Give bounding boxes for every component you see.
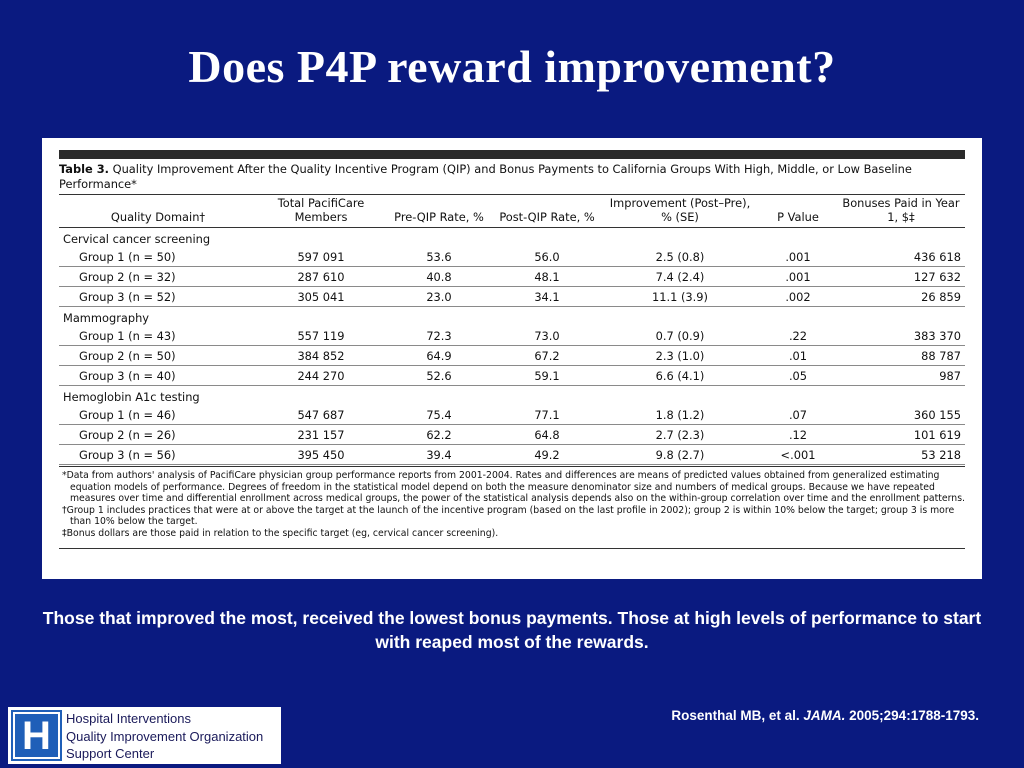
- cell-post-qip: 59.1: [493, 366, 601, 386]
- logo-text: [66, 710, 263, 763]
- cell-p-value: .001: [759, 247, 837, 267]
- table-row: [59, 405, 965, 425]
- col-header-pre-qip: Pre-QIP Rate, %: [385, 195, 493, 228]
- cell-group-name: Group 1 (n = 43): [59, 326, 257, 346]
- cell-improvement: 0.7 (0.9): [601, 326, 759, 346]
- cell-group-name: Group 2 (n = 32): [59, 267, 257, 287]
- cell-post-qip: 67.2: [493, 346, 601, 366]
- cell-p-value: .001: [759, 267, 837, 287]
- col-header-post-qip: Post-QIP Rate, %: [493, 195, 601, 228]
- cell-p-value: .07: [759, 405, 837, 425]
- cell-improvement: 1.8 (1.2): [601, 405, 759, 425]
- table-row: [59, 247, 965, 267]
- cell-post-qip: 64.8: [493, 425, 601, 445]
- section-label: Hemoglobin A1c testing: [63, 389, 200, 404]
- cell-post-qip: 56.0: [493, 247, 601, 267]
- table-header-row: [59, 195, 965, 228]
- cell-bonus: 88 787: [837, 346, 965, 366]
- footnote-groups: †Group 1 includes practices that were at or above the target at the launch of the incentive program (based on the last profile in 2002); group 2 is within 10% below the target; group 3 is more than 10% below the target.: [62, 504, 955, 528]
- cell-members: 287 610: [257, 267, 385, 287]
- cell-members: 547 687: [257, 405, 385, 425]
- cell-members: 244 270: [257, 366, 385, 386]
- cell-post-qip: 73.0: [493, 326, 601, 346]
- cell-members: 597 091: [257, 247, 385, 267]
- table-body: [59, 228, 965, 465]
- table-image: [42, 138, 982, 579]
- citation: [671, 708, 979, 723]
- cell-group-name: Group 2 (n = 50): [59, 346, 257, 366]
- cell-bonus: 26 859: [837, 287, 965, 307]
- cell-group-name: Group 3 (n = 52): [59, 287, 257, 307]
- cell-post-qip: 34.1: [493, 287, 601, 307]
- table-caption: [59, 159, 965, 194]
- cell-improvement: 11.1 (3.9): [601, 287, 759, 307]
- table-row: [59, 425, 965, 445]
- table-row: [59, 346, 965, 366]
- cell-pre-qip: 62.2: [385, 425, 493, 445]
- cell-members: 557 119: [257, 326, 385, 346]
- table-row: [59, 326, 965, 346]
- cell-pre-qip: 72.3: [385, 326, 493, 346]
- cell-p-value: .002: [759, 287, 837, 307]
- cell-pre-qip: 39.4: [385, 445, 493, 465]
- cell-post-qip: 49.2: [493, 445, 601, 465]
- cell-p-value: .05: [759, 366, 837, 386]
- cell-improvement: 6.6 (4.1): [601, 366, 759, 386]
- cell-improvement: 7.4 (2.4): [601, 267, 759, 287]
- cell-bonus: 987: [837, 366, 965, 386]
- cell-bonus: 360 155: [837, 405, 965, 425]
- cell-members: 231 157: [257, 425, 385, 445]
- cell-pre-qip: 52.6: [385, 366, 493, 386]
- section-label: Cervical cancer screening: [63, 231, 211, 246]
- table-caption-text: Quality Improvement After the Quality Incentive Program (QIP) and Bonus Payments to California Groups With High, Middle, or Low Baseline Performance*: [59, 162, 912, 191]
- section-row: [59, 228, 965, 248]
- cell-improvement: 9.8 (2.7): [601, 445, 759, 465]
- cell-bonus: 383 370: [837, 326, 965, 346]
- cell-members: 305 041: [257, 287, 385, 307]
- cell-pre-qip: 75.4: [385, 405, 493, 425]
- col-header-quality-domain: Quality Domain†: [59, 195, 257, 228]
- logo-line-3: Support Center: [66, 746, 155, 761]
- col-header-members: Total PacifiCare Members: [257, 195, 385, 228]
- citation-authors: Rosenthal MB, et al.: [671, 708, 804, 723]
- cell-group-name: Group 3 (n = 40): [59, 366, 257, 386]
- section-row: [59, 386, 965, 406]
- table-bottom-rule: [59, 540, 965, 549]
- hospital-h-icon: [13, 712, 60, 759]
- section-label: Mammography: [63, 310, 150, 325]
- cell-p-value: .12: [759, 425, 837, 445]
- cell-improvement: 2.5 (0.8): [601, 247, 759, 267]
- table-row: [59, 445, 965, 465]
- col-header-p-value: P Value: [759, 195, 837, 228]
- cell-bonus: 436 618: [837, 247, 965, 267]
- cell-pre-qip: 40.8: [385, 267, 493, 287]
- cell-p-value: .22: [759, 326, 837, 346]
- cell-improvement: 2.3 (1.0): [601, 346, 759, 366]
- citation-journal: JAMA.: [803, 708, 846, 723]
- cell-pre-qip: 53.6: [385, 247, 493, 267]
- table-row: [59, 366, 965, 386]
- citation-ref: 2005;294:1788-1793.: [845, 708, 979, 723]
- col-header-bonuses: Bonuses Paid in Year 1, $‡: [837, 195, 965, 228]
- summary-text: Those that improved the most, received the lowest bonus payments. Those at high levels of performance to start with reaped most of the rewards.: [42, 608, 982, 652]
- cell-group-name: Group 3 (n = 56): [59, 445, 257, 465]
- cell-group-name: Group 1 (n = 50): [59, 247, 257, 267]
- footnote-data-source: *Data from authors' analysis of PacifiCare physician group performance reports from 2001-2004. Rates and differences are means of predicted values obtained from generalized estimating equation models of performance. Degrees of freedom in the statistical model depend on both the measure denominator size and numbers of medical groups. Because we have repeated measures over time and differential enrollment across medical groups, the power of the statistical analysis depends also on the within-group correlation over time and the enrollment patterns.: [62, 470, 965, 505]
- cell-p-value: .01: [759, 346, 837, 366]
- logo-line-2: Quality Improvement Organization: [66, 728, 264, 744]
- cell-bonus: 53 218: [837, 445, 965, 465]
- cell-post-qip: 77.1: [493, 405, 601, 425]
- footnote-bonus: ‡Bonus dollars are those paid in relation to the specific target (eg, cervical cancer screening).: [62, 527, 499, 539]
- table-top-rule: [59, 150, 965, 159]
- cell-group-name: Group 2 (n = 26): [59, 425, 257, 445]
- cell-bonus: 101 619: [837, 425, 965, 445]
- section-row: [59, 307, 965, 327]
- table-row: [59, 267, 965, 287]
- logo-line-1: Hospital Interventions: [66, 711, 192, 726]
- cell-bonus: 127 632: [837, 267, 965, 287]
- quality-table: [59, 194, 965, 465]
- logo-glyph: H: [22, 714, 51, 758]
- cell-members: 384 852: [257, 346, 385, 366]
- table-caption-label: Table 3.: [59, 162, 109, 176]
- cell-members: 395 450: [257, 445, 385, 465]
- cell-improvement: 2.7 (2.3): [601, 425, 759, 445]
- table-row: [59, 287, 965, 307]
- cell-group-name: Group 1 (n = 46): [59, 405, 257, 425]
- cell-pre-qip: 64.9: [385, 346, 493, 366]
- slide-title: Does P4P reward improvement?: [188, 41, 836, 92]
- table-footnotes: [59, 466, 965, 540]
- cell-pre-qip: 23.0: [385, 287, 493, 307]
- col-header-improvement: Improvement (Post–Pre), % (SE): [601, 195, 759, 228]
- cell-p-value: <.001: [759, 445, 837, 465]
- cell-post-qip: 48.1: [493, 267, 601, 287]
- hqsc-logo: [7, 706, 282, 765]
